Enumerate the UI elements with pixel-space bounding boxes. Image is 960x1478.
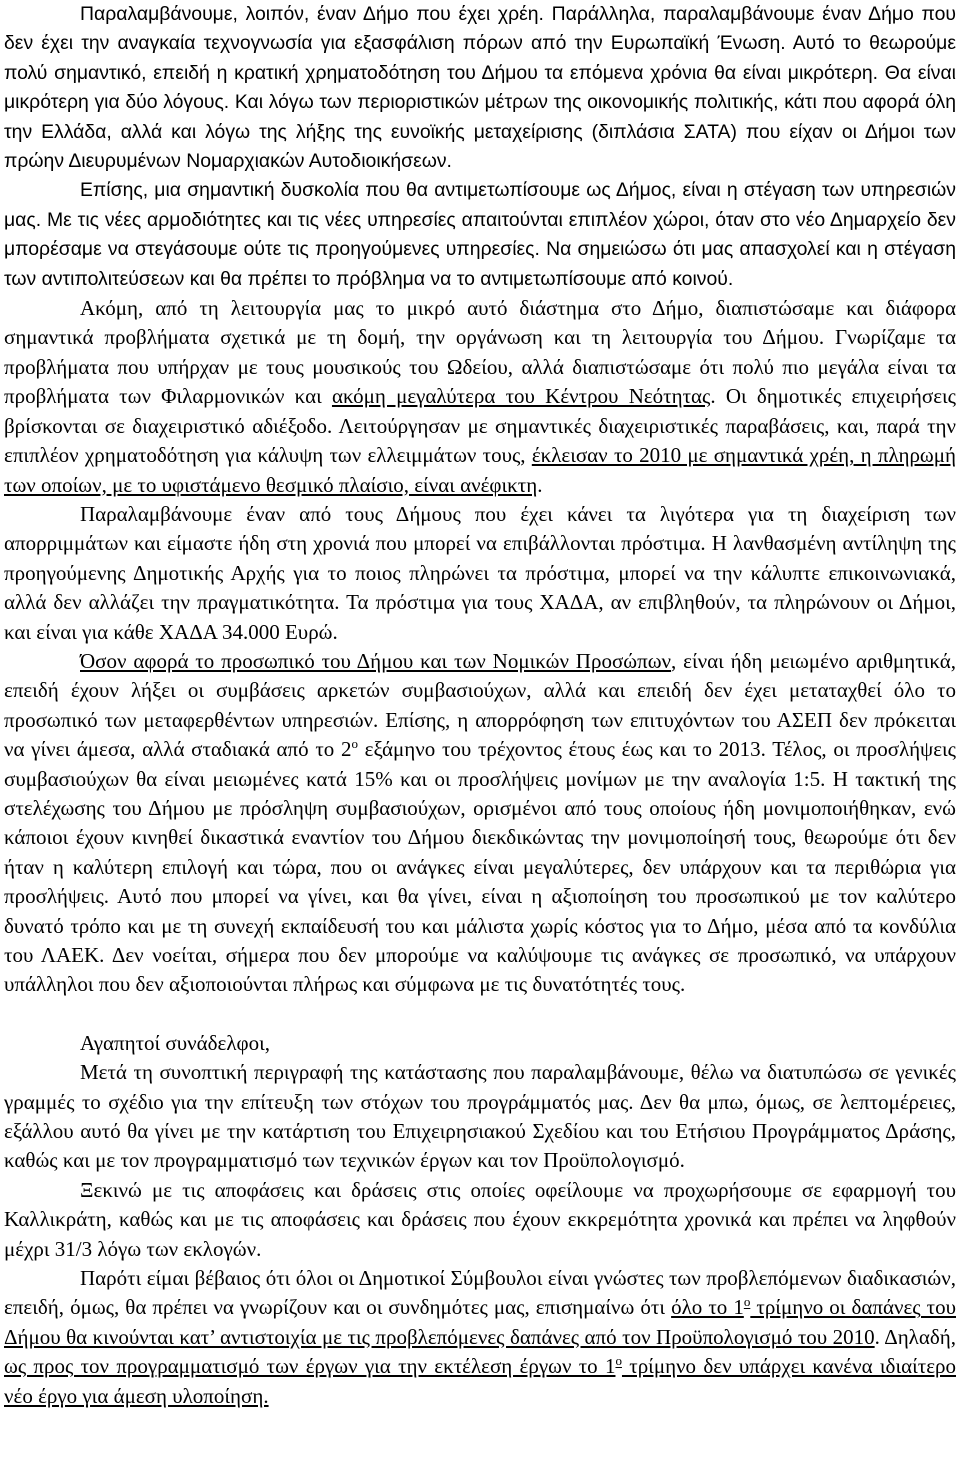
- paragraph-text: Ακόμη, από τη λειτουργία μας το μικρό αυτό διάστημα στο Δήμο, διαπιστώσαμε και διάφορα σημαντικά προβλήματα σχετικά με τη δομή, την οργάνωση και τη λειτουργία του Δήμου. Γνωρίζαμε τα προβλήματα που υπήρχαν με τους μουσικούς του Ωδείου, αλλά διαπιστώσαμε ότι πολύ πιο μεγάλα είναι τα προβλήματα των Φιλαρμονικών και: [4, 296, 956, 409]
- paragraph-text: Αγαπητοί συνάδελφοι,: [80, 1030, 271, 1055]
- body-paragraph: [4, 176, 956, 294]
- underlined-text: ακόμη μεγαλύτερα του Κέντρου Νεότητας: [331, 384, 711, 409]
- paragraph-text: Με τις νέες αρμοδιότητες και τις νέες υπηρεσίες απαιτούνται επιπλέον χώροι, όταν στο νέο Δημαρχείο δεν μπορέσαμε να στεγάσουμε ούτε τις προηγούμενες υπηρεσίες. Να σημειώσω ότι μας απασχολεί και η στέγαση των αντιπολιτεύσεων και θα πρέπει το πρόβλημα να το αντιμετωπίσουμε από κοινού.: [4, 208, 956, 290]
- paragraph-text: Παρότι είμαι βέβαιος ότι όλοι οι Δημοτικοί Σύμβουλοι είναι γνώστες των προβλεπόμενων διαδικασιών, επειδή, όμως, θα πρέπει να γνωρίζουν και οι συνδημότες μας, επισημαίνω ότι: [4, 1266, 956, 1320]
- paragraph-text: . Οι δημοτικές επιχειρήσεις βρίσκονται σε διαχειριστικό αδιέξοδο. Λειτούργησαν με σημαντικές διαχειριστικές παραβάσεις, και, παρά την επιπλέον χρηματοδότηση για κάλυψη των ελλειμμάτων τους,: [4, 384, 956, 468]
- paragraph-text: Παραλαμβάνουμε έναν από τους Δήμους που έχει κάνει τα λιγότερα για τη διαχείριση των απορριμμάτων και είμαστε ήδη στη χρονιά που μπορεί να επιβάλλονται πρόστιμα. Η λανθασμένη αντίληψη της προηγούμενης Δημοτικής Αρχής για το ποιος πληρώνει τα πρόστιμα, μπορεί να την κάλυπτε επικοινωνιακά, αλλά δεν αλλάζει την πραγματικότητα. Τα πρόστιμα για τους ΧΑΔΑ, αν επιβληθούν, τα πληρώνουν οι Δήμοι, και είναι για κάθε ΧΑΔΑ 34.000 Ευρώ.: [4, 501, 956, 644]
- paragraph-text: , είναι ήδη μειωμένο αριθμητικά, επειδή έχουν λήξει οι συμβάσεις αρκετών συμβασιούχων, αλλά και επειδή δεν έχει μεταταχθεί όλο το προσωπικό των μεταφερθέντων υπηρεσιών. Επίσης, η απορρόφηση των επιτυχόντων του ΑΣΕΠ δεν πρόκειται να γίνει άμεσα, αλλά σταδιακά από το 2: [4, 648, 956, 762]
- underlined-text: έκλεισαν το 2010 με σημαντικά χρέη, η πληρωμή των οποίων, με το υφιστάμενο θεσμικό πλαίσιο, είναι ανέφικτη: [4, 443, 956, 497]
- paragraph-text: Μετά τη συνοπτική περιγραφή της κατάστασης που παραλαμβάνουμε, θέλω να διατυπώσω σε γενικές γραμμές το σχέδιο για την επίτευξη των στόχων του προγράμματός μας. Δεν θα μπω, όμως, σε λεπτομέρειες, εξάλλου αυτό θα γίνει με την κατάρτιση του Επιχειρησιακού Σχεδίου και του Ετήσιου Προγράμματος Δράσης, καθώς και με τον προγραμματισμό των τεχνικών έργων και τον Προϋπολογισμό.: [4, 1060, 956, 1173]
- body-paragraph: [4, 1058, 956, 1176]
- superscript-text: ο: [351, 736, 358, 752]
- superscript-text: ο: [615, 1353, 622, 1369]
- underlined-text: Όσον αφορά το προσωπικό του Δήμου και των Νομικών Προσώπων: [80, 648, 672, 673]
- paragraph-text: Ξεκινώ με τις αποφάσεις και δράσεις στις οποίες οφείλουμε να προχωρήσουμε σε εφαρμογή του Καλλικράτη, καθώς και με τις αποφάσεις και δράσεις που έχουν εκκρεμότητα χρονικά και πρέπει να ληφθούν μέχρι 31/3 λόγω των εκλογών.: [4, 1177, 956, 1261]
- superscript-text: ο: [743, 1294, 751, 1310]
- underlined-text: ως προς τον προγραμματισμό των έργων για την εκτέλεση έργων το 1: [4, 1354, 616, 1379]
- greeting-paragraph: [4, 1029, 956, 1058]
- underlined-text: τρίμηνο οι δαπάνες του Δήμου θα κινούνται κατ’ αντιστοιχία με τις προβλεπόμενες δαπάνες από τον Προϋπολογισμό του 2010: [4, 1295, 956, 1349]
- body-paragraph: [4, 500, 956, 647]
- body-paragraph: [4, 294, 956, 500]
- paragraph-text: εξάμηνο του τρέχοντος έτους έως και το 2013. Τέλος, οι προσλήψεις συμβασιούχων θα είναι μειωμένες κατά 15% και οι προσλήψεις μονίμων με την αναλογία 1:5. Η τακτική της στελέχωσης του Δήμου με πρόσληψη συμβασιούχων, ορισμένοι από τους οποίους ήδη μονιμοποιήθηκαν, ενώ κάποιοι έχουν κινηθεί δικαστικά εναντίον του Δήμου διεκδικώντας την μονιμοποίησή τους, θεωρούμε ότι δεν ήταν η καλύτερη επιλογή και τώρα, που οι ανάγκες είναι μεγαλύτερες, δεν υπάρχουν και τα περιθώρια για προσλήψεις. Αυτό που μπορεί να γίνει, και θα γίνει, είναι η αξιοποίηση του προσωπικού με τον καλύτερο δυνατό τρόπο και με τη συνεχή εκπαίδευσή του και μάλιστα χωρίς κόστος για το Δήμο, μέσα από τα κονδύλια του ΛΑΕΚ. Δεν νοείται, σήμερα που δεν μπορούμε να καλύψουμε τις ανάγκες σε προσωπικό, να υπάρχουν υπάλληλοι που δεν αξιοποιούνται πλήρως και σύμφωνα με τις δυνατότητές τους.: [4, 737, 956, 997]
- paragraph-text: .: [537, 472, 543, 497]
- underlined-text: όλο το 1: [671, 1295, 744, 1320]
- body-paragraph: [4, 1264, 956, 1411]
- paragraph-text: Παραλαμβάνουμε, λοιπόν, έναν Δήμο που έχει χρέη. Παράλληλα, παραλαμβάνουμε έναν Δήμο που δεν έχει την αναγκαία τεχνογνωσία για εξασφάλιση πόρων από την Ευρωπαϊκή Ένωση. Αυτό το θεωρούμε πολύ σημαντικό, επειδή η κρατική χρηματοδότηση του Δήμου τα επόμενα χρόνια θα είναι μικρότερη. Θα είναι μικρότερη για δύο λόγους. Και λόγω των περιοριστικών μέτρων της οικονομικής πολιτικής, κάτι που αφορά όλη την Ελλάδα, αλλά και λόγω της λήξης της ευνοϊκής μεταχείρισης (διπλάσια ΣΑΤΑ) που είχαν οι Δήμοι των πρώην Διευρυμένων Νομαρχιακών Αυτοδιοικήσεων.: [4, 3, 956, 173]
- body-paragraph: [4, 0, 956, 176]
- paragraph-text: . Δηλαδή,: [874, 1324, 956, 1349]
- underlined-text: τρίμηνο δεν υπάρχει κανένα ιδιαίτερο νέο έργο για άμεση υλοποίηση.: [4, 1354, 956, 1408]
- body-paragraph: [4, 647, 956, 1000]
- body-paragraph: [4, 1176, 956, 1264]
- paragraph-text: Επίσης, μια σημαντική δυσκολία που θα αντιμετωπίσουμε ως Δήμος, είναι η στέγαση των υπηρεσιών μας.: [4, 179, 956, 231]
